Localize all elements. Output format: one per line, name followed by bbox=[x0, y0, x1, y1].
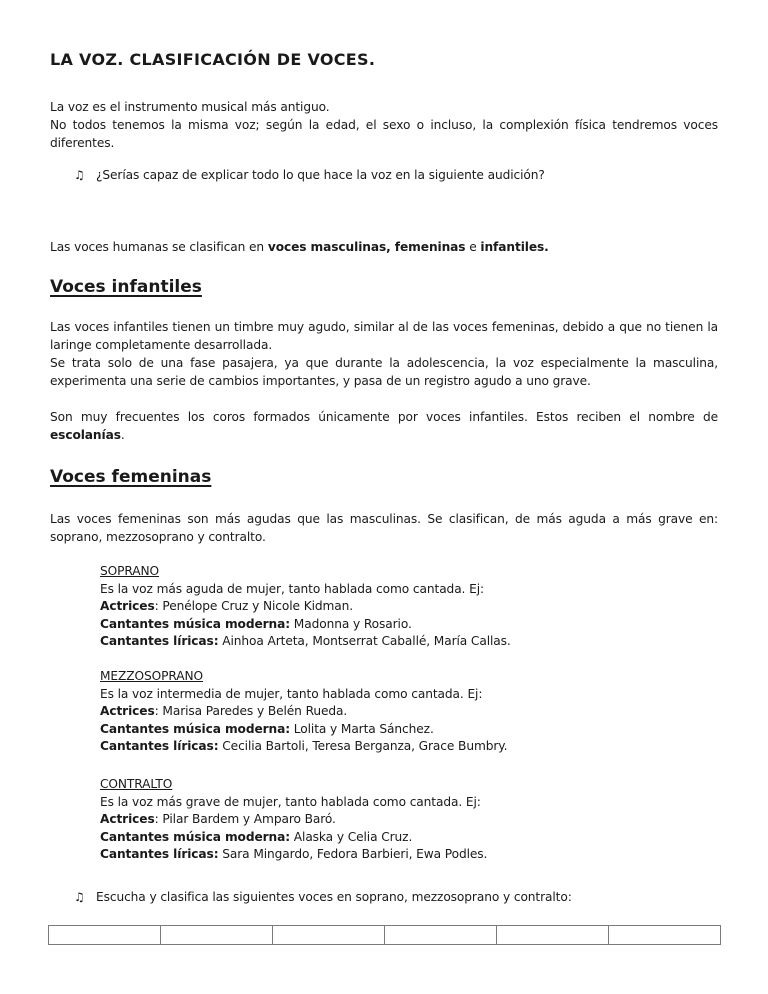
liricas-label: Cantantes líricas: bbox=[100, 739, 219, 753]
answer-cell-5[interactable] bbox=[497, 926, 609, 945]
liricas-value: Sara Mingardo, Fedora Barbieri, Ewa Podles. bbox=[218, 847, 488, 861]
question-2-text: Escucha y clasifica las siguientes voces en soprano, mezzosoprano y contralto: bbox=[96, 890, 572, 904]
answer-cell-1[interactable] bbox=[49, 926, 161, 945]
answer-table bbox=[48, 925, 721, 945]
page-title: LA VOZ. CLASIFICACIÓN DE VOCES. bbox=[50, 50, 376, 69]
voice-block-contralto bbox=[100, 776, 660, 864]
liricas-value: Cecilia Bartoli, Teresa Berganza, Grace Bumbry. bbox=[218, 739, 508, 753]
question-1-text: ¿Serías capaz de explicar todo lo que hace la voz en la siguiente audición? bbox=[96, 168, 545, 182]
moderna-value: Alaska y Celia Cruz. bbox=[290, 829, 413, 844]
infantiles-para-3 bbox=[50, 408, 718, 444]
moderna-value: Madonna y Rosario. bbox=[290, 616, 412, 631]
escolanias-term: escolanías bbox=[50, 428, 121, 442]
voice-block-mezzosoprano bbox=[100, 668, 660, 756]
liricas-label: Cantantes líricas: bbox=[100, 847, 219, 861]
classification-mid: e bbox=[465, 240, 481, 254]
voice-description: Es la voz más aguda de mujer, tanto hablada como cantada. Ej: bbox=[100, 581, 485, 596]
actrices-value: : Marisa Paredes y Belén Rueda. bbox=[154, 704, 348, 718]
classification-bold-2: infantiles. bbox=[480, 240, 549, 254]
classification-bold-1: voces masculinas, femeninas bbox=[267, 240, 466, 254]
moderna-label: Cantantes música moderna: bbox=[100, 616, 291, 631]
voice-moderna bbox=[100, 829, 660, 847]
voice-moderna bbox=[100, 616, 660, 634]
voice-liricas bbox=[100, 846, 660, 864]
infantiles-para-1: Las voces infantiles tienen un timbre muy agudo, similar al de las voces femeninas, debido a que no tienen la laringe completamente desarrollada. bbox=[50, 320, 718, 352]
voice-actrices bbox=[100, 703, 660, 721]
answer-cell-2[interactable] bbox=[161, 926, 273, 945]
voice-name: CONTRALTO bbox=[100, 777, 173, 791]
liricas-label: Cantantes líricas: bbox=[100, 634, 219, 648]
music-note-icon: ♫ bbox=[74, 168, 85, 182]
femeninas-intro: Las voces femeninas son más agudas que las masculinas. Se clasifican, de más aguda a más grave en: soprano, mezzosoprano y contralto. bbox=[50, 512, 718, 544]
intro-line-1: La voz es el instrumento musical más antiguo. bbox=[50, 100, 330, 114]
table-row bbox=[49, 926, 721, 945]
voice-name: MEZZOSOPRANO bbox=[100, 669, 204, 683]
infantiles-para-2: Se trata solo de una fase pasajera, ya que durante la adolescencia, la voz especialmente la masculina, experimenta una serie de cambios importantes, y pasa de un registro agudo a uno grave. bbox=[50, 356, 718, 388]
heading-voces-infantiles: Voces infantiles bbox=[50, 277, 202, 297]
moderna-value: Lolita y Marta Sánchez. bbox=[290, 721, 434, 736]
question-2 bbox=[74, 888, 734, 906]
voice-moderna bbox=[100, 721, 660, 739]
moderna-label: Cantantes música moderna: bbox=[100, 721, 291, 736]
actrices-label: Actrices bbox=[100, 599, 155, 613]
intro-line-2: No todos tenemos la misma voz; según la edad, el sexo o incluso, la complexión física tendremos voces diferentes. bbox=[50, 118, 718, 150]
voice-actrices bbox=[100, 811, 660, 829]
para3-suffix: . bbox=[120, 428, 125, 442]
answer-cell-6[interactable] bbox=[609, 926, 721, 945]
voice-description: Es la voz más grave de mujer, tanto hablada como cantada. Ej: bbox=[100, 794, 481, 809]
actrices-label: Actrices bbox=[100, 704, 155, 718]
voice-name: SOPRANO bbox=[100, 564, 159, 578]
voice-block-soprano bbox=[100, 563, 660, 651]
actrices-label: Actrices bbox=[100, 812, 155, 826]
voice-actrices bbox=[100, 598, 660, 616]
answer-cell-4[interactable] bbox=[385, 926, 497, 945]
music-note-icon: ♫ bbox=[74, 890, 85, 904]
classification-sentence bbox=[50, 238, 718, 256]
moderna-label: Cantantes música moderna: bbox=[100, 829, 291, 844]
para3-prefix: Son muy frecuentes los coros formados únicamente por voces infantiles. Estos reciben el nombre de bbox=[50, 410, 718, 424]
classification-prefix: Las voces humanas se clasifican en bbox=[50, 240, 268, 254]
actrices-value: : Pilar Bardem y Amparo Baró. bbox=[154, 812, 336, 826]
question-1 bbox=[74, 166, 714, 184]
intro bbox=[50, 98, 718, 152]
actrices-value: : Penélope Cruz y Nicole Kidman. bbox=[154, 599, 354, 613]
heading-voces-femeninas: Voces femeninas bbox=[50, 467, 212, 487]
liricas-value: Ainhoa Arteta, Montserrat Caballé, María Callas. bbox=[218, 634, 511, 648]
voice-liricas bbox=[100, 633, 660, 651]
voice-description: Es la voz intermedia de mujer, tanto hablada como cantada. Ej: bbox=[100, 686, 483, 701]
answer-cell-3[interactable] bbox=[273, 926, 385, 945]
voice-liricas bbox=[100, 738, 660, 756]
